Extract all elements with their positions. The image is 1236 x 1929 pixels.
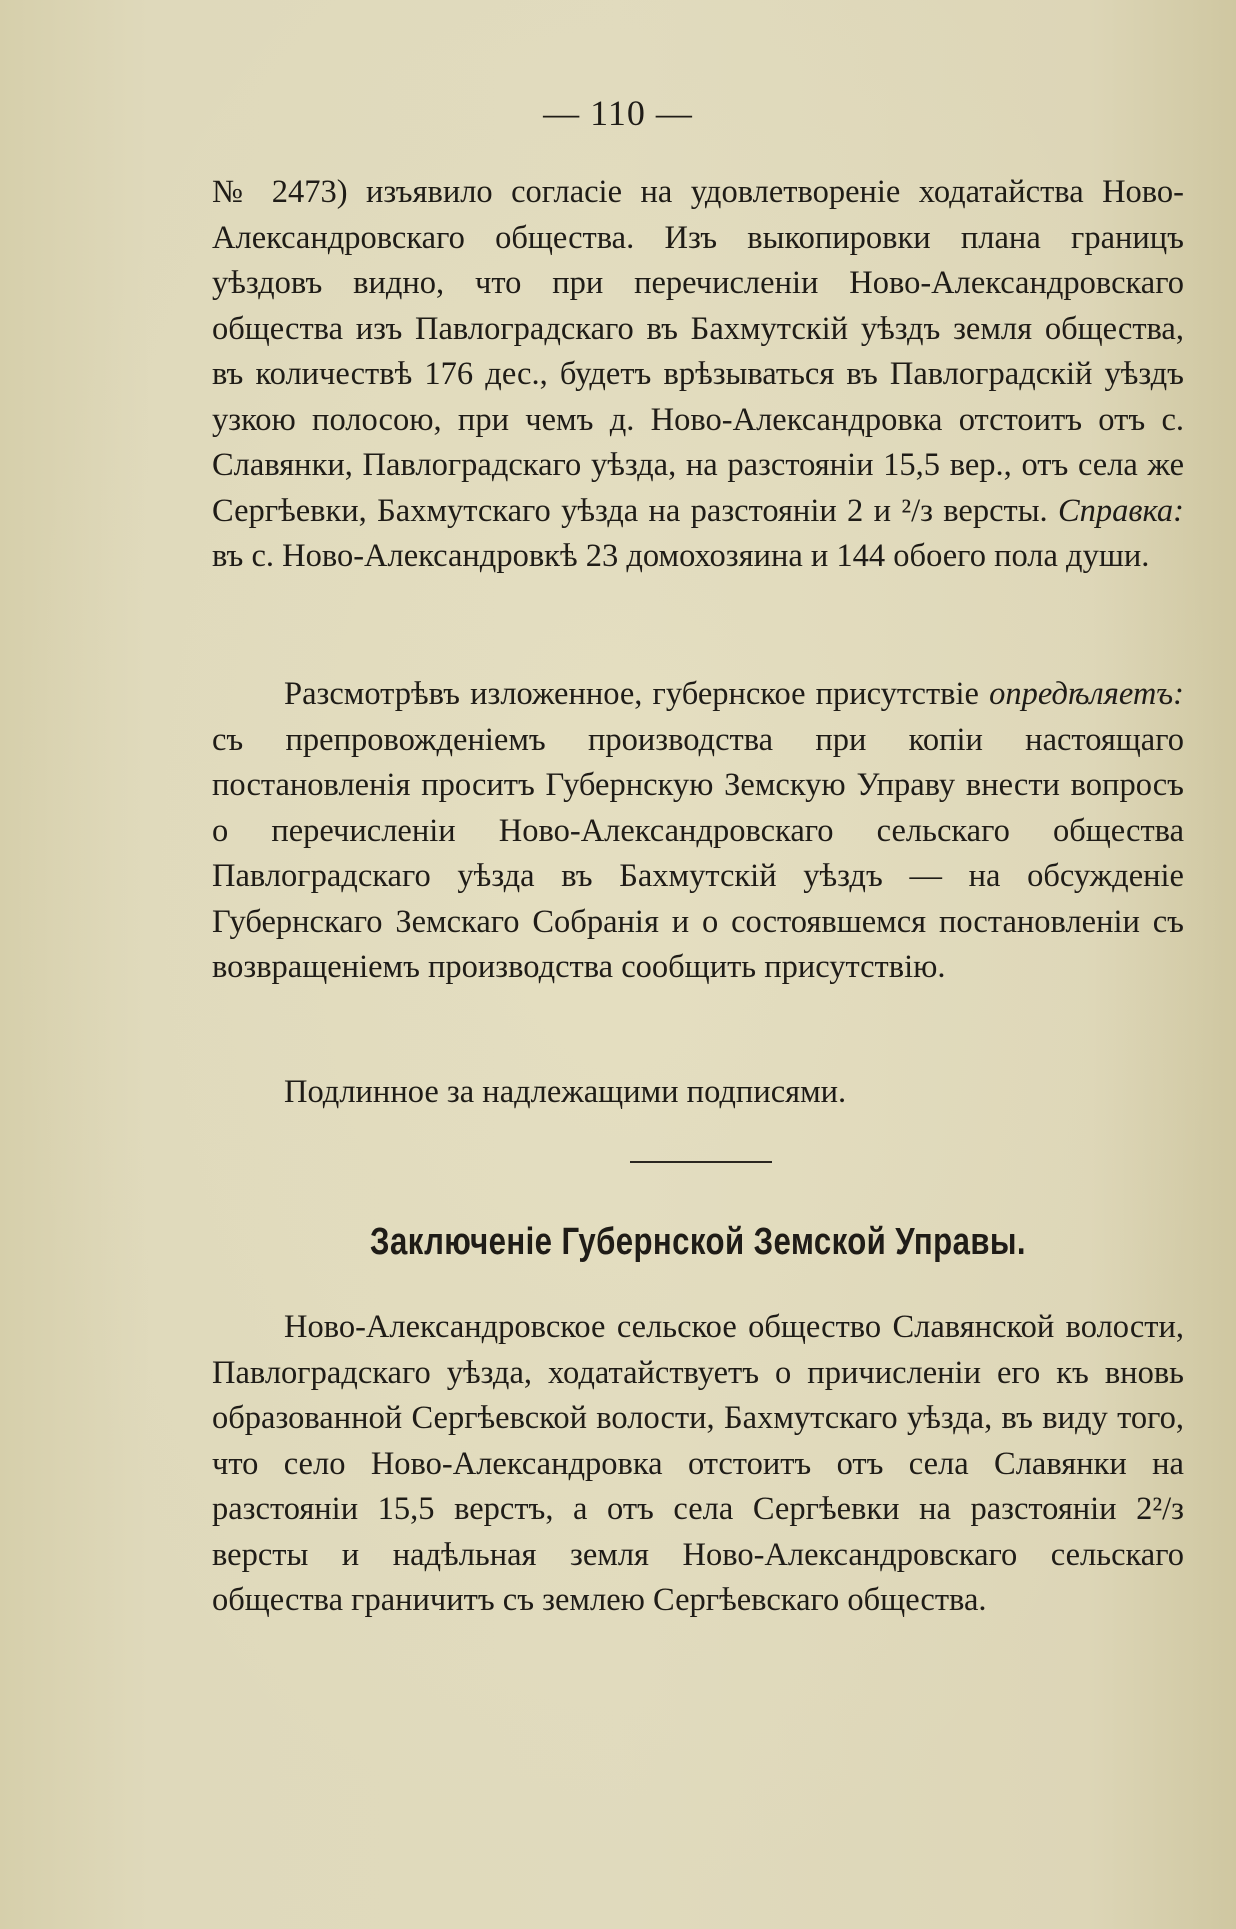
paragraph-resolution-emphasis: опредѣляетъ: [989, 676, 1184, 712]
text-block-signature [212, 1070, 1184, 1116]
paragraph-continuation-tail: въ с. Ново-Александровкѣ 23 домохозяина и 144 обоего пола души. [212, 538, 1150, 574]
text-block-conclusion [212, 1305, 1184, 1624]
paragraph-continuation-emphasis: Справка: [1057, 492, 1184, 529]
paragraph-continuation-lead: № 2473) изъявило согласіе на удовлетвореніе ходатайства Ново-Александровскаго общества. Изъ выкопировки плана границъ уѣздовъ видно, что при перечисленіи Ново-Александровскаго общества изъ Павлоградскаго въ Бахмутскій уѣздъ земля общества, въ количествѣ 176 дес., будетъ врѣзываться въ Павлоградскій уѣздъ узкою полосою, при чемъ д. Ново-Александровка отстоитъ отъ с. Славянки, Павлоградскаго уѣзда, на разстояніи 15,5 вер., отъ села же Сергѣевки, Бахмутскаго уѣзда на разстояніи 2 и ²/з версты. [212, 174, 1184, 529]
page-number: — 110 — [543, 93, 693, 133]
paragraph-resolution-lead: Разсмотрѣвъ изложенное, губернское присутствіе [284, 676, 990, 712]
text-block-continuation [212, 170, 1184, 580]
paragraph-continuation [212, 170, 1184, 580]
paragraph-conclusion: Ново-Александровское сельское общество Славянской волости, Павлоградскаго уѣзда, ходатайствуетъ о причисленіи его къ вновь образованной Сергѣевской волости, Бахмутскаго уѣзда, въ виду того, что село Ново-Александровка отстоитъ отъ села Славянки на разстояніи 15,5 верстъ, а отъ села Сергѣевки на разстояніи 2²/з версты и надѣльная земля Ново-Александровскаго сельскаго общества граничитъ съ землею Сергѣевскаго общества. [212, 1309, 1184, 1618]
section-title: Заключеніе Губернской Земской Управы. [370, 1221, 1026, 1263]
paragraph-signature: Подлинное за надлежащими подписями. [284, 1074, 847, 1110]
section-divider [630, 1161, 772, 1163]
paragraph-resolution [212, 672, 1184, 991]
paragraph-resolution-tail: съ препровожденіемъ производства при копіи настоящаго постановленія проситъ Губернскую Земскую Управу внести вопросъ о перечисленіи Ново-Александровскаго сельскаго общества Павлоградскаго уѣзда въ Бахмутскій уѣздъ — на обсужденіе Губернскаго Земскаго Собранія и о состоявшемся постановленіи съ возвращеніемъ производства сообщить присутствію. [212, 721, 1184, 985]
text-block-resolution [212, 672, 1184, 991]
